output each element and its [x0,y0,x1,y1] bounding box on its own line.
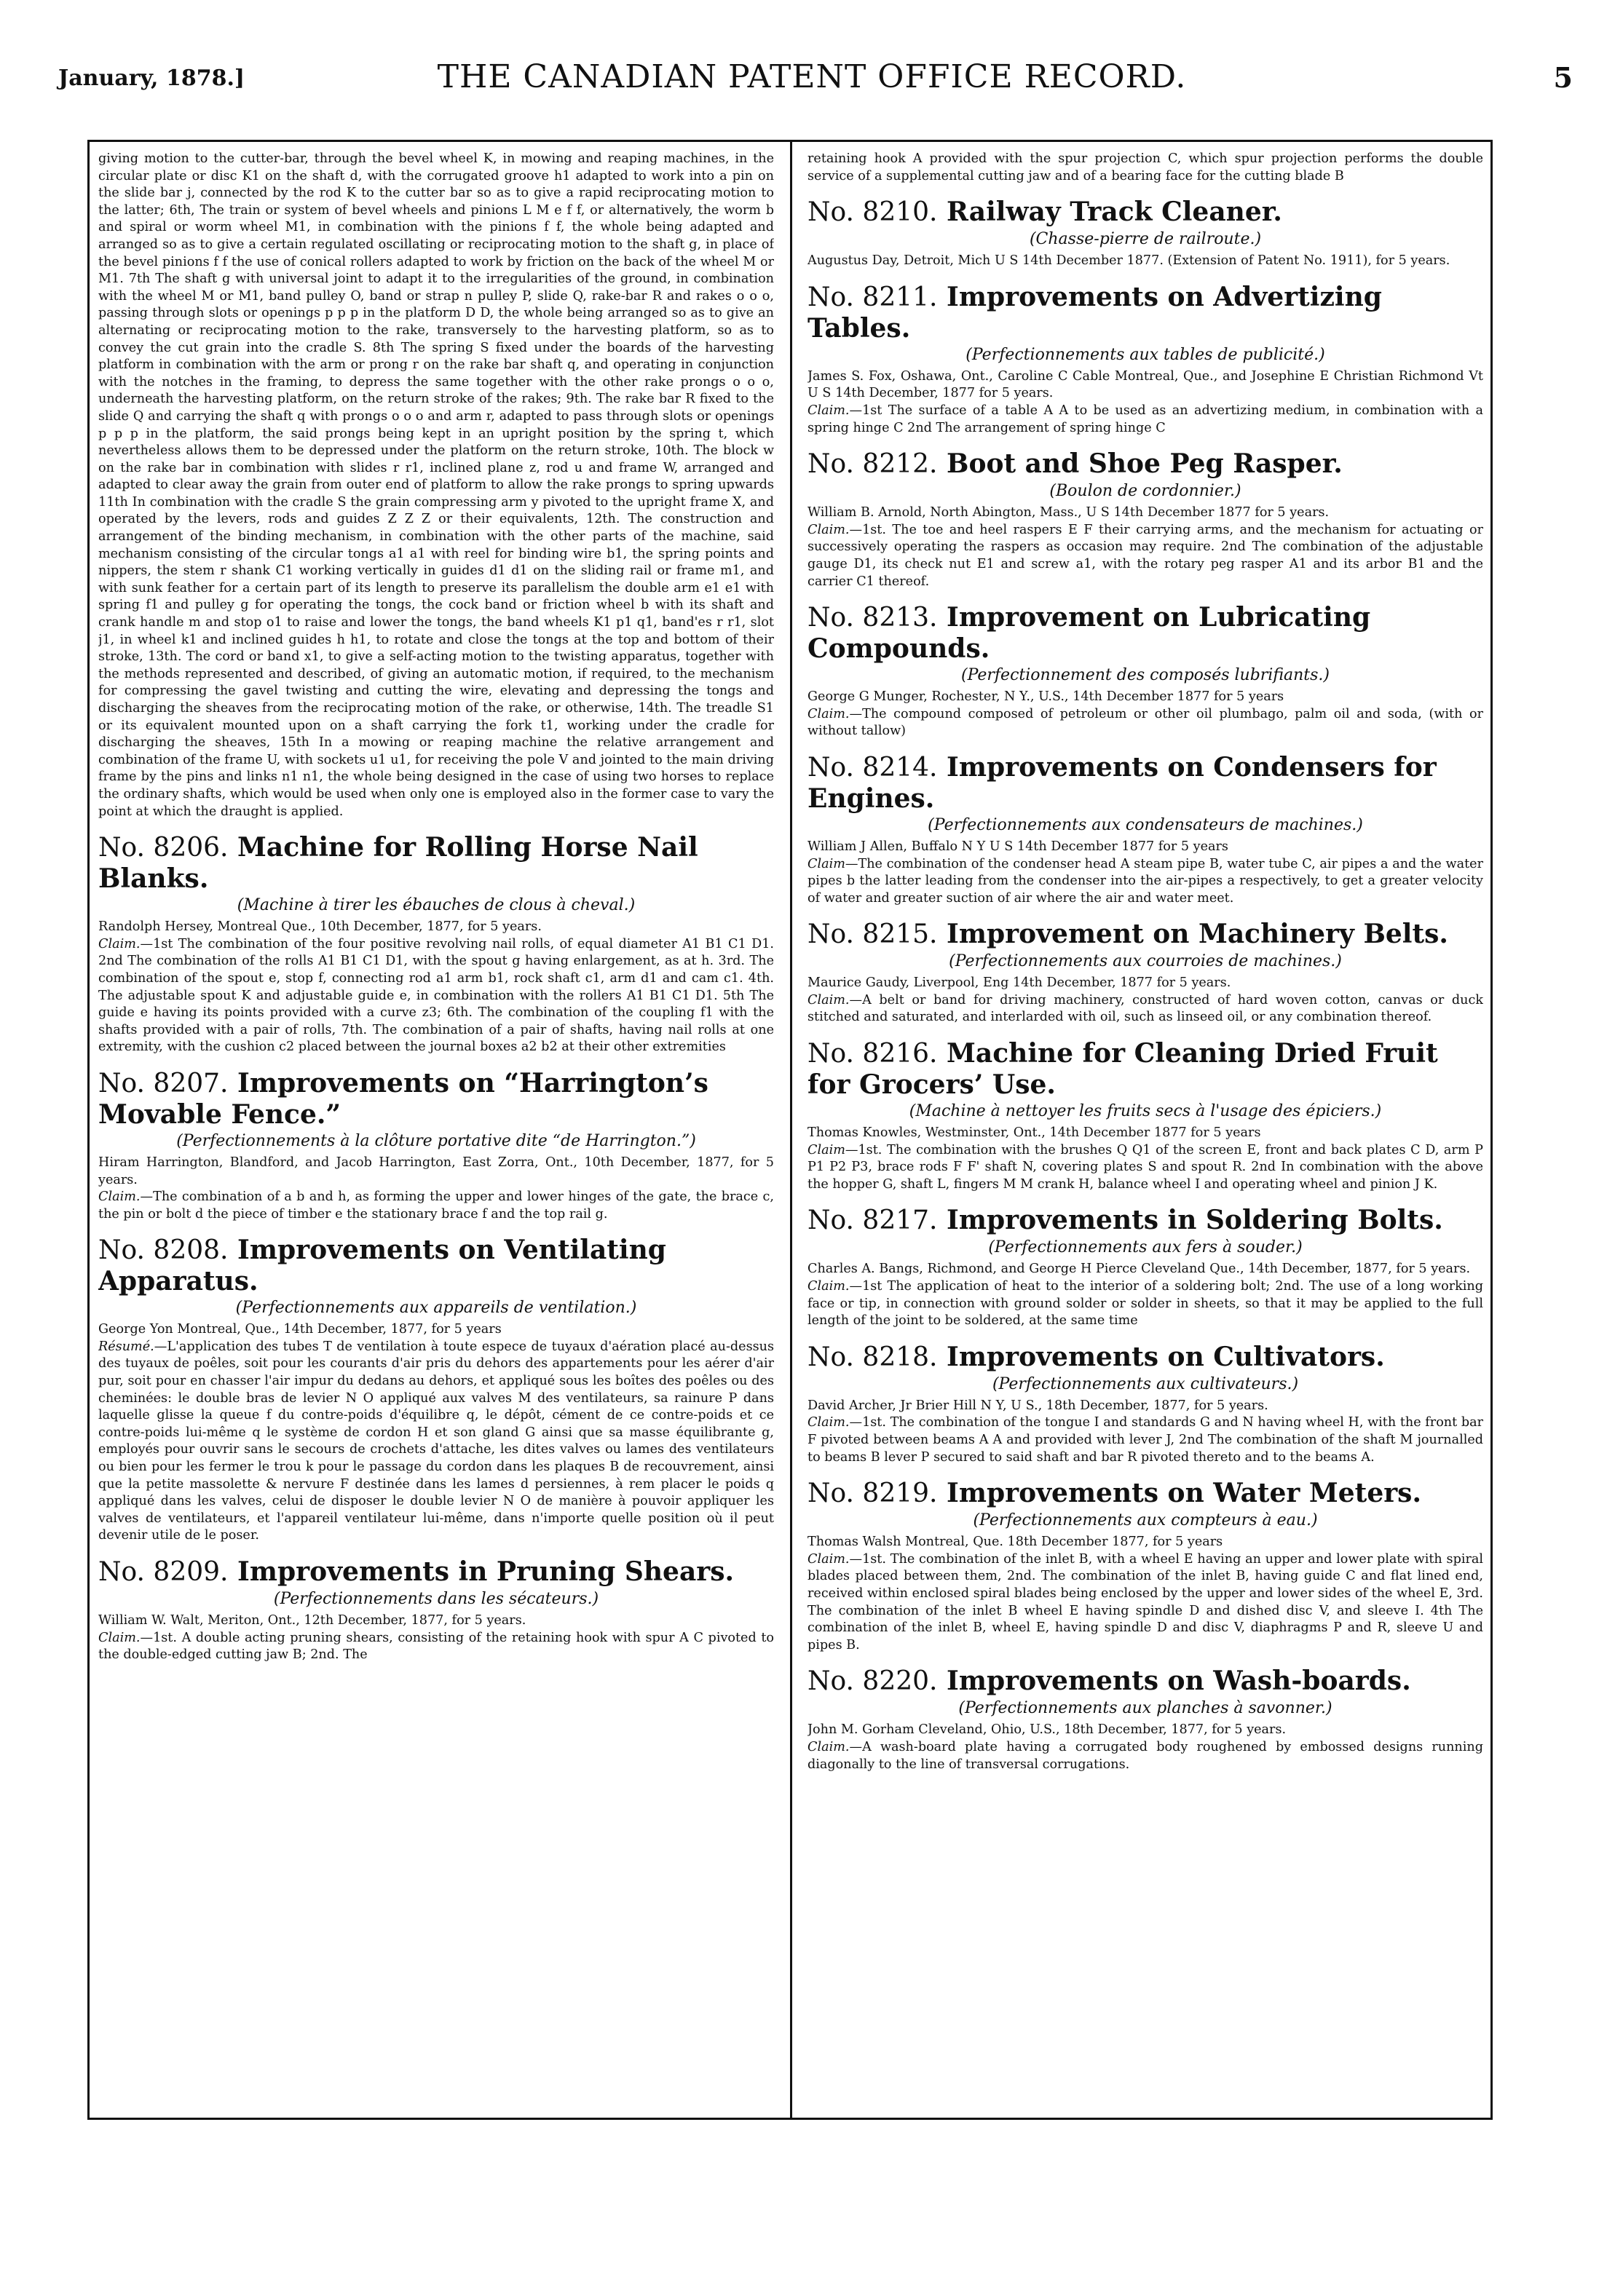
patentee-details: James S. Fox, Oshawa, Ont., Caroline C Cable Montreal, Que., and Josephine E Christian Richmond Vt U S 14th December, 1877 for 5 years. [807,368,1483,401]
claim-label: Claim [807,856,845,871]
claim-paragraph [807,856,1483,908]
claim-label: Claim. [98,1630,141,1645]
french-title: (Boulon de cordonnier.) [1049,482,1241,501]
patent-number: No. 8210. [807,197,938,228]
patent-entry [807,197,1483,270]
claim-paragraph [807,403,1483,437]
claim-label: Claim. [807,1279,850,1294]
claim-label: Claim. [807,403,850,418]
french-title: (Machine à nettoyer les fruits secs à l'usage des épiciers.) [909,1102,1382,1121]
claim-text: —The compound composed of petroleum or other oil plumbago, palm oil and soda, (with or without tallow) [807,706,1483,739]
right-column [807,151,1483,2109]
patent-title: Improvements in Pruning Shears. [237,1556,735,1587]
patent-title: Improvement on Lubricating Compounds. [807,602,1371,665]
entry-heading [98,1235,774,1297]
patentee-details: David Archer, Jr Brier Hill N Y, U S., 18th December, 1877, for 5 years. [807,1398,1268,1413]
entry-heading [807,1478,1483,1509]
patent-title: Improvement on Machinery Belts. [947,919,1448,950]
patentee-details: William J Allen, Buffalo N Y U S 14th December 1877 for 5 years [807,839,1228,854]
header-title: THE CANADIAN PATENT OFFICE RECORD. [437,58,1187,95]
french-title: (Perfectionnements dans les sécateurs.) [273,1590,599,1608]
patent-number: No. 8207. [98,1068,229,1098]
claim-text: —The combination of a b and h, as forming the upper and lower hinges of the gate, the brace c, the pin or bolt d the piece of timber e the stationary brace f and the top rail g. [98,1189,774,1222]
french-title: (Machine à tirer les ébauches de clous à cheval.) [237,896,636,915]
continued-claim-text: giving motion to the cutter-bar, through the bevel wheel K, in mowing and reaping machines, in the circular plate or disc K1 on the shaft d, with the corrugated groove h1 adapted to work into a pin on the slide bar j, connected by the rod K to the cutter bar so as to give a rapid reciprocating motion to the latter; 6th, The train or system of bevel wheels and pinions L M e f f, or alternatively, the worm b and spiral or worm wheel M1, in combination with the pinions f f, the whole being adapted and arranged so as to give a certain regulated oscillating or reciprocating motion to the shaft g, in place of the bevel pinions f f the use of conical rollers adapted to work by friction on the back of the wheel M or M1. 7th The shaft g with universal joint to adapt it to the irregularities of the ground, in combination with the wheel M or M1, band pulley O, band or strap n pulley P, slide Q, rake-bar R and rakes o o o, passing through slots or openings p p p in the platform D D, the whole being arranged so as to give an alternating or reciprocating motion to the rake, transversely to the harvesting platform, so as to convey the cut grain into the cradle S. 8th The spring S fixed under the boards of the harvesting platform in combination with the arm or prong r on the rake bar shaft q, and operating in conjunction with the notches in the framing, to depress the same together with the other rake prongs o o o, underneath the harvesting platform, on the return stroke of the rakes; 9th. The rake bar R fixed to the slide Q and carrying the shaft q with prongs o o o and arm r, adapted to pass through slots or openings p p p in the platform, the said prongs being kept in an upright position by the spring t, which nevertheless allows them to be depressed under the platform on the return stroke, 10th. The block w on the rake bar in combination with slides r r1, inclined plane z, rod u and frame W, arranged and adapted to clear away the grain from outer end of platform to allow the rake prongs to spring upwards 11th In combination with the cradle S the grain compressing arm y pivoted to the upright frame X, and operated by the levers, rods and guides Z Z Z or their equivalents, 12th. The construction and arrangement of the binding mechanism, in combination with the other parts of the machine, said mechanism consisting of the circular tongs a1 a1 with reel for binding wire b1, the spring points and nippers, the stem r shank C1 working vertically in guides d1 d1 on the sliding rail or frame m1, and with sunk feather for a certain part of its length to preserve its parallelism the double arm e1 e1 with spring f1 and pulley g for operating the tongs, the cock band or friction wheel b with its shaft and crank handle m and stop o1 to raise and lower the tongs, the band wheels K1 p1 q1, band'es r r1, slot j1, in wheel k1 and inclined guides h h1, to rotate and close the tongs at the top and bottom of their stroke, 13th. The cord or band x1, to give a self-acting motion to the twisting apparatus, together with the methods represented and described, of giving an automatic motion, if required, to the mechanism for compressing the gavel twisting and cutting the wire, elevating and depressing the tongs and discharging the sheaves from the reciprocating motion of the rake, or otherwise, 14th. The treadle S1 or its equivalent mounted upon on a shaft carrying the fork t1, working under the cradle for discharging the sheaves, 15th In a mowing or reaping machine the relative arrangement and combination of the frame U, with sockets u1 u1, for receiving the pole V and jointed to the main driving frame by the pins and links n1 n1, the whole being designed in the case of using two horses to replace the ordinary shafts, which would be used when only one is employed also in the former case to vary the point at which the draught is applied. [98,151,774,819]
patentee-details: John M. Gorham Cleveland, Ohio, U.S., 18th December, 1877, for 5 years. [807,1722,1287,1738]
patent-title: Improvements in Soldering Bolts. [947,1205,1443,1236]
french-title: (Perfectionnement des composés lubrifiants.) [960,666,1330,685]
patentee-details: George G Munger, Rochester, N Y., U.S., 14th December 1877 for 5 years [807,689,1284,705]
patent-title: Improvements on Advertizing Tables. [807,281,1382,344]
claim-paragraph [98,1630,774,1664]
claim-label: Résumé. [98,1339,154,1354]
patent-number: No. 8218. [807,1342,938,1372]
french-title: (Perfectionnements aux courroies de machines.) [949,952,1342,971]
claim-text: —1st. A double acting pruning shears, consisting of the retaining hook with spur A C pivoted to the double-edged cutting jaw B; 2nd. The [98,1630,774,1663]
claim-text: —1st The surface of a table A A to be used as an advertizing medium, in combination with a spring hinge C 2nd The arrangement of spring hinge C [807,403,1483,435]
entry-heading [807,1038,1483,1100]
claim-text: —1st The application of heat to the interior of a soldering bolt; 2nd. The use of a long working face or tip, in connection with ground solder or solder in sheets, so that it may be applied to the full length of the joint to be soldered, at the same time [807,1279,1483,1329]
claim-paragraph [807,1278,1483,1330]
french-title: (Perfectionnements aux appareils de ventilation.) [235,1299,637,1318]
entry-heading [807,919,1483,950]
claim-text: —The combination of the condenser head A steam pipe B, water tube C, air pipes a and the water pipes b the latter leading from the condenser into the air-pipes a respectively, to get a greater velocity of water and greater suction of air where the air and water meet. [807,856,1483,906]
patentee-details: Augustus Day, Detroit, Mich U S 14th December 1877. (Extension of Patent No. 1911), for 5 years. [807,253,1450,269]
patentee-details: Charles A. Bangs, Richmond, and George H Pierce Cleveland Que., 14th December, 1877, for 5 years. [807,1262,1471,1277]
claim-label: Claim. [807,522,850,537]
claim-paragraph [807,1414,1483,1466]
patent-number: No. 8214. [807,752,938,783]
patent-number: No. 8213. [807,603,938,633]
page-number: 5 [1553,61,1573,94]
patentee-details: William B. Arnold, North Abington, Mass., U S 14th December 1877 for 5 years. [807,505,1330,520]
entry-heading [98,1556,774,1588]
patent-entry [98,1068,774,1223]
patent-entry [807,448,1483,590]
patent-entry [807,752,1483,907]
entry-heading [807,1666,1483,1697]
patent-title: Boot and Shoe Peg Rasper. [947,448,1343,480]
claim-label: Claim. [807,706,850,721]
patent-entry [98,1235,774,1545]
claim-label: Claim. [807,1415,850,1430]
french-title: (Perfectionnements aux compteurs à eau.) [973,1511,1318,1530]
claim-text: —1st. The combination of the tongue I and standards G and N having wheel H, with the front bar F pivoted between beams A A and provided with lever J, 2nd The combination of the shaft M journalled to beams B lever P secured to said shaft and bar R pivoted thereto and to the beams A. [807,1415,1483,1465]
patentee-details: Thomas Walsh Montreal, Que. 18th December 1877, for 5 years [807,1535,1223,1550]
claim-label: Claim. [807,1551,850,1567]
patentee-details: Maurice Gaudy, Liverpool, Eng 14th December, 1877 for 5 years. [807,975,1231,991]
patent-entry [807,1342,1483,1466]
patentee-details: Thomas Knowles, Westminster, Ont., 14th December 1877 for 5 years [807,1125,1261,1141]
claim-paragraph [807,992,1483,1026]
patent-number: No. 8217. [807,1206,938,1236]
french-title: (Perfectionnements aux planches à savonner.) [958,1699,1332,1718]
patent-number: No. 8211. [807,282,938,312]
header-date: January, 1878.] [58,66,245,91]
entry-heading [807,1205,1483,1236]
claim-text: —1st. The toe and heel raspers E F their carrying arms, and the mechanism for actuating or successively operating the raspers as occasion may require. 2nd The combination of the adjustable gauge D1, its check nut E1 and screw a1, with the rotary peg rasper A1 and its arbor B1 and the carrier C1 thereof. [807,522,1483,589]
patent-title: Improvements on Cultivators. [947,1341,1385,1372]
patent-entry [807,602,1483,740]
claim-label: Claim. [807,992,850,1008]
patent-number: No. 8206. [98,833,229,863]
french-title: (Perfectionnements à la clôture portative dite “de Harrington.”) [176,1131,696,1150]
patentee-details: Hiram Harrington, Blandford, and Jacob Harrington, East Zorra, Ont., 10th December, 1877, for 5 years. [98,1155,774,1187]
patent-entry [807,1478,1483,1654]
patent-entry [807,1038,1483,1193]
patent-title: Machine for Cleaning Dried Fruit for Grocers’ Use. [807,1038,1438,1101]
entry-heading [807,602,1483,664]
claim-text: —1st The combination of the four positive revolving nail rolls, of equal diameter A1 B1 C1 D1. 2nd The combination of the rolls A1 B1 C1 D1, with the spout g having enlargement, as at h. 3rd. The combination of the spout e, stop f, connecting rod a1 arm b1, rock shaft c1, arm d1 and cam c1. 4th. The adjustable spout K and adjustable guide e, in combination with the rollers A1 B1 C1 D1. 5th The guide e having its points provided with a curve z3; 6th. The combination of the coupling f1 with the shafts provided with a pair of rolls, 7th. The combination of a pair of shafts, having nail rolls at one extremity, with the cushion c2 placed between the journal boxes a2 b2 at their other extremities [98,936,774,1055]
patent-entry [807,1666,1483,1773]
column-divider [790,142,792,2118]
claim-paragraph [98,1339,774,1545]
entry-heading [807,448,1483,480]
patent-title: Improvements on Ventilating Apparatus. [98,1235,666,1297]
patent-title: Improvements on Wash-boards. [947,1666,1411,1697]
patent-entry [807,919,1483,1026]
claim-label: Claim. [807,1739,850,1754]
page-header [44,58,1580,95]
entry-heading [807,1342,1483,1373]
patentee-details: William W. Walt, Meriton, Ont., 12th December, 1877, for 5 years. [98,1613,526,1628]
patent-title: Improvements on Water Meters. [947,1478,1421,1509]
patent-entry [807,282,1483,437]
french-title: (Perfectionnements aux condensateurs de machines.) [928,815,1363,834]
patent-number: No. 8219. [807,1478,938,1509]
patent-number: No. 8208. [98,1235,229,1266]
claim-text: —L'application des tubes T de ventilation à toute espece de tuyaux d'aération placé au-dessus des tuyaux de poêles, soit pour les courants d'air pris du dehors des appartements pour les aérer d'air pur, soit pour en chasser l'air impur du dedans au dehors, et appliqué sous les boîtes des poêles ou des cheminées: le double bras de levier N O appliqué aux valves M des ventilateurs, sa rainure P dans laquelle glisse la queue f du contre-poids d'équilibre q, le dépôt, cément de ce contre-poids et ce contre-poids lui-même q le système de cordon H et son gland G ainsi que sa masse équilibrante g, employés pour ouvrir sans le secours de crochets d'attache, les dites valves ou lames des ventilateurs ou bien pour les fermer le trou k pour le passage du cordon dans les plaques B de recouvrement, ainsi que la petite massolette & nervure F destinée dans les lames d persiennes, à rem placer le poids q appliqué dans les valves, celui de disposer le double levier N O de manière à pouvoir appliquer les valves de ventilateurs, et l'appareil ventilateur lui-même, dans n'importe quelle position où il peut devenir utile de le poser. [98,1339,774,1543]
patentee-details: Randolph Hersey, Montreal Que., 10th December, 1877, for 5 years. [98,919,542,935]
claim-text: —A wash-board plate having a corrugated body roughened by embossed designs running diagonally to the line of transversal corrugations. [807,1739,1483,1772]
claim-text: —A belt or band for driving machinery, constructed of hard woven cotton, canvas or duck stitched and saturated, and interlarded with oil, such as linseed oil, or any combination thereof. [807,992,1483,1025]
claim-label: Claim. [98,1189,141,1205]
claim-paragraph [807,1551,1483,1655]
patent-title: Railway Track Cleaner. [947,197,1282,228]
left-column [98,151,774,2109]
entry-heading [807,282,1483,344]
page-frame [87,140,1493,2120]
claim-paragraph [807,1142,1483,1194]
claim-paragraph [98,936,774,1056]
claim-paragraph [807,706,1483,740]
french-title: (Chasse-pierre de railroute.) [1029,230,1262,249]
patent-number: No. 8212. [807,449,938,480]
entry-heading [98,1068,774,1130]
patentee-details: George Yon Montreal, Que., 14th December, 1877, for 5 years [98,1322,502,1337]
claim-text: —1st. The combination of the inlet B, with a wheel E having an upper and lower plate with spiral blades placed between them, 2nd. The combination of the inlet B, having guide C and flat lined end, received within enclosed spiral blades being enclosed by the upper and lower sides of the wheel E, 3rd. The combination of the inlet B wheel E having spindle D and dished disc V, and sleeve I. 4th The combination of the inlet B, wheel E, having spindle D and disc V, diaphragms P and R, sleeve U and pipes B. [807,1551,1483,1652]
claim-label: Claim [807,1142,845,1157]
patent-number: No. 8209. [98,1557,229,1587]
patent-entry [807,1205,1483,1329]
claim-paragraph [98,1189,774,1223]
patent-title: Improvements on Condensers for Engines. [807,751,1437,814]
patent-number: No. 8220. [807,1666,938,1697]
claim-paragraph [807,1739,1483,1773]
entry-heading [807,197,1483,228]
french-title: (Perfectionnements aux tables de publicité.) [965,345,1325,364]
patent-number: No. 8216. [807,1039,938,1069]
french-title: (Perfectionnements aux cultivateurs.) [992,1374,1299,1393]
entry-heading [807,752,1483,814]
claim-label: Claim. [98,936,141,951]
patent-entry [98,832,774,1056]
patent-number: No. 8215. [807,919,938,950]
claim-paragraph [807,522,1483,590]
patent-title: Improvements on “Harrington’s Movable Fence.” [98,1067,708,1130]
french-title: (Perfectionnements aux fers à souder.) [988,1238,1303,1257]
patent-title: Machine for Rolling Horse Nail Blanks. [98,832,698,895]
claim-text: —1st. The combination with the brushes Q Q1 of the screen E, front and back plates C D, arm P P1 P2 P3, brace rods F F' shaft N, covering plates S and spout R. 2nd In combination with the above the hopper G, shaft L, fingers M M crank H, balance wheel I and operating wheel and pinion J K. [807,1142,1483,1192]
patent-entry [98,1556,774,1664]
continued-claim-text: retaining hook A provided with the spur projection C, which spur projection performs the double service of a supplemental cutting jaw and of a bearing face for the cutting blade B [807,151,1483,183]
entry-heading [98,832,774,894]
